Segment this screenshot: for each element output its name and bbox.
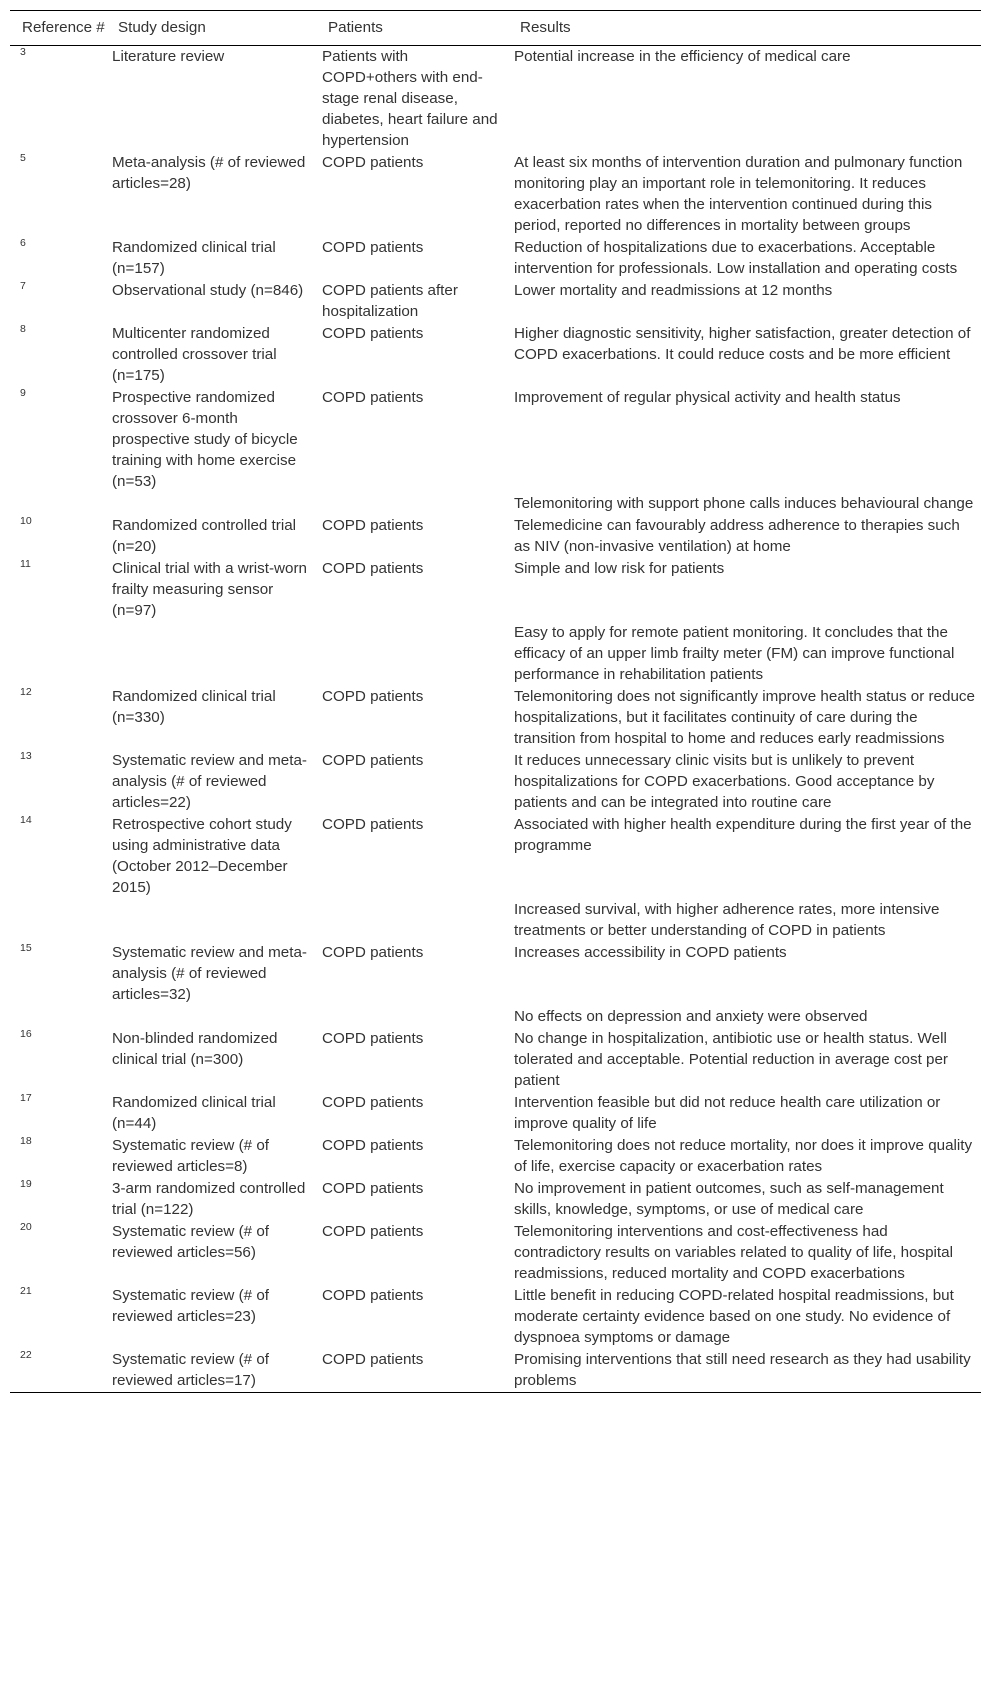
patients-cell: COPD patients xyxy=(322,1030,424,1047)
table-row xyxy=(10,1221,981,1285)
results-cell: Increased survival, with higher adherence rates, more intensive treatments or better understanding of COPD in patients xyxy=(514,901,940,939)
study-design-cell xyxy=(106,493,316,515)
table-row xyxy=(10,1178,981,1221)
reference-cell: 15 xyxy=(20,942,32,954)
study-design-cell: Systematic review (# of reviewed articles=56) xyxy=(112,1223,269,1261)
reference-cell xyxy=(10,1006,106,1028)
results-cell: It reduces unnecessary clinic visits but is unlikely to prevent hospitalizations for COPD exacerbations. Good acceptance by patients and can be integrated into routine care xyxy=(514,752,935,811)
reference-cell xyxy=(10,622,106,686)
study-design-cell: Systematic review and meta-analysis (# of reviewed articles=32) xyxy=(112,944,307,1003)
table-row xyxy=(10,622,981,686)
table-row xyxy=(10,1349,981,1393)
reference-cell: 16 xyxy=(20,1028,32,1040)
reference-cell: 10 xyxy=(20,515,32,527)
table-row xyxy=(10,899,981,942)
reference-cell: 22 xyxy=(20,1349,32,1361)
results-cell: Telemonitoring does not significantly improve health status or reduce hospitalizations, but it facilitates continuity of care during the transition from hospital to home and reduces early readmissions xyxy=(514,688,975,747)
study-design-cell: Clinical trial with a wrist-worn frailty measuring sensor (n=97) xyxy=(112,560,307,619)
patients-cell: COPD patients xyxy=(322,752,424,769)
patients-cell: COPD patients xyxy=(322,389,424,406)
reference-cell: 14 xyxy=(20,814,32,826)
study-design-cell xyxy=(106,1006,316,1028)
table-row xyxy=(10,1092,981,1135)
table-header xyxy=(10,11,981,46)
patients-cell: COPD patients xyxy=(322,1287,424,1304)
study-design-cell: Randomized clinical trial (n=44) xyxy=(112,1094,276,1132)
results-cell: Associated with higher health expenditure during the first year of the programme xyxy=(514,816,972,854)
results-cell: Easy to apply for remote patient monitoring. It concludes that the efficacy of an upper limb frailty meter (FM) can improve functional performance in rehabilitation patients xyxy=(514,624,955,683)
reference-cell: 7 xyxy=(20,280,26,292)
patients-cell xyxy=(316,493,508,515)
reference-cell: 21 xyxy=(20,1285,32,1297)
study-design-cell: Literature review xyxy=(112,48,225,65)
header-row xyxy=(10,11,981,46)
results-cell: Lower mortality and readmissions at 12 months xyxy=(514,282,833,299)
results-cell: Telemedicine can favourably address adherence to therapies such as NIV (non-invasive ventilation) at home xyxy=(514,517,960,555)
table-row xyxy=(10,323,981,387)
table-row xyxy=(10,750,981,814)
header-results: Results xyxy=(520,19,571,36)
results-cell: Reduction of hospitalizations due to exacerbations. Acceptable intervention for professionals. Low installation and operating costs xyxy=(514,239,958,277)
table-row xyxy=(10,1285,981,1349)
study-design-cell xyxy=(106,622,316,686)
results-cell: Higher diagnostic sensitivity, higher satisfaction, greater detection of COPD exacerbations. It could reduce costs and be more efficient xyxy=(514,325,971,363)
table-row xyxy=(10,387,981,493)
reference-cell xyxy=(10,493,106,515)
results-cell: No effects on depression and anxiety were observed xyxy=(514,1008,868,1025)
results-cell: At least six months of intervention duration and pulmonary function monitoring play an important role in telemonitoring. It reduces exacerbation rates when the intervention continued during this period, reported no differences in mortality between groups xyxy=(514,154,963,234)
study-design-cell: Non-blinded randomized clinical trial (n=300) xyxy=(112,1030,278,1068)
reference-cell: 13 xyxy=(20,750,32,762)
patients-cell xyxy=(316,899,508,942)
patients-cell: COPD patients xyxy=(322,1223,424,1240)
study-design-cell: Randomized controlled trial (n=20) xyxy=(112,517,297,555)
table-row xyxy=(10,493,981,515)
results-cell: Little benefit in reducing COPD-related hospital readmissions, but moderate certainty evidence based on one study. No evidence of dyspnoea symptoms or damage xyxy=(514,1287,954,1346)
reference-cell: 3 xyxy=(20,46,26,58)
patients-cell xyxy=(316,622,508,686)
patients-cell: COPD patients xyxy=(322,1351,424,1368)
results-cell: Telemonitoring does not reduce mortality, nor does it improve quality of life, exercise capacity or exacerbation rates xyxy=(514,1137,973,1175)
patients-cell: COPD patients xyxy=(322,1094,424,1111)
results-cell: Potential increase in the efficiency of medical care xyxy=(514,48,851,65)
table-row xyxy=(10,558,981,622)
results-cell: No change in hospitalization, antibiotic use or health status. Well tolerated and acceptable. Potential reduction in average cost per patient xyxy=(514,1030,948,1089)
patients-cell: COPD patients xyxy=(322,239,424,256)
patients-cell: COPD patients xyxy=(322,1137,424,1154)
patients-cell: COPD patients xyxy=(322,816,424,833)
studies-table xyxy=(10,10,981,1393)
table-row xyxy=(10,1135,981,1178)
patients-cell: COPD patients xyxy=(322,688,424,705)
patients-cell: Patients with COPD+others with end-stage renal disease, diabetes, heart failure and hypertension xyxy=(322,48,498,149)
study-design-cell: Systematic review (# of reviewed articles=8) xyxy=(112,1137,269,1175)
table-body xyxy=(10,46,981,1393)
reference-cell: 8 xyxy=(20,323,26,335)
patients-cell: COPD patients xyxy=(322,154,424,171)
results-cell: Promising interventions that still need research as they had usability problems xyxy=(514,1351,971,1389)
results-cell: No improvement in patient outcomes, such as self-management skills, knowledge, symptoms, or use of medical care xyxy=(514,1180,944,1218)
reference-cell: 6 xyxy=(20,237,26,249)
study-design-cell: Systematic review (# of reviewed articles=17) xyxy=(112,1351,269,1389)
results-cell: Telemonitoring with support phone calls induces behavioural change xyxy=(514,495,974,512)
reference-cell: 17 xyxy=(20,1092,32,1104)
table-row xyxy=(10,46,981,153)
results-cell: Telemonitoring interventions and cost-effectiveness had contradictory results on variables related to quality of life, hospital readmissions, reduced mortality and COPD exacerbations xyxy=(514,1223,953,1282)
results-cell: Intervention feasible but did not reduce health care utilization or improve quality of life xyxy=(514,1094,941,1132)
results-cell: Increases accessibility in COPD patients xyxy=(514,944,787,961)
patients-cell: COPD patients xyxy=(322,944,424,961)
patients-cell: COPD patients after hospitalization xyxy=(322,282,458,320)
patients-cell xyxy=(316,1006,508,1028)
reference-cell: 9 xyxy=(20,387,26,399)
table-row xyxy=(10,1028,981,1092)
study-design-cell: 3-arm randomized controlled trial (n=122) xyxy=(112,1180,306,1218)
header-reference: Reference # xyxy=(22,19,105,36)
patients-cell: COPD patients xyxy=(322,560,424,577)
reference-cell: 11 xyxy=(20,558,31,570)
table-row xyxy=(10,237,981,280)
study-design-cell: Multicenter randomized controlled crossover trial (n=175) xyxy=(112,325,277,384)
study-design-cell: Retrospective cohort study using administrative data (October 2012–December 2015) xyxy=(112,816,292,896)
reference-cell: 18 xyxy=(20,1135,32,1147)
table-row xyxy=(10,942,981,1006)
study-design-cell: Observational study (n=846) xyxy=(112,282,304,299)
reference-cell: 5 xyxy=(20,152,26,164)
study-design-cell: Randomized clinical trial (n=157) xyxy=(112,239,276,277)
patients-cell: COPD patients xyxy=(322,517,424,534)
reference-cell: 12 xyxy=(20,686,32,698)
study-design-cell: Meta-analysis (# of reviewed articles=28) xyxy=(112,154,306,192)
patients-cell: COPD patients xyxy=(322,325,424,342)
header-patients: Patients xyxy=(328,19,383,36)
reference-cell xyxy=(10,899,106,942)
table-row xyxy=(10,814,981,899)
results-cell: Simple and low risk for patients xyxy=(514,560,725,577)
study-design-cell: Systematic review (# of reviewed articles=23) xyxy=(112,1287,269,1325)
patients-cell: COPD patients xyxy=(322,1180,424,1197)
table-row xyxy=(10,152,981,237)
results-cell: Improvement of regular physical activity and health status xyxy=(514,389,901,406)
reference-cell: 20 xyxy=(20,1221,32,1233)
table-row xyxy=(10,1006,981,1028)
study-design-cell: Prospective randomized crossover 6-month prospective study of bicycle training with home exercise (n=53) xyxy=(112,389,298,490)
table-row xyxy=(10,280,981,323)
reference-cell: 19 xyxy=(20,1178,32,1190)
table-row xyxy=(10,515,981,558)
header-study-design: Study design xyxy=(118,19,206,36)
study-design-cell xyxy=(106,899,316,942)
study-design-cell: Systematic review and meta-analysis (# of reviewed articles=22) xyxy=(112,752,307,811)
study-design-cell: Randomized clinical trial (n=330) xyxy=(112,688,276,726)
table-row xyxy=(10,686,981,750)
